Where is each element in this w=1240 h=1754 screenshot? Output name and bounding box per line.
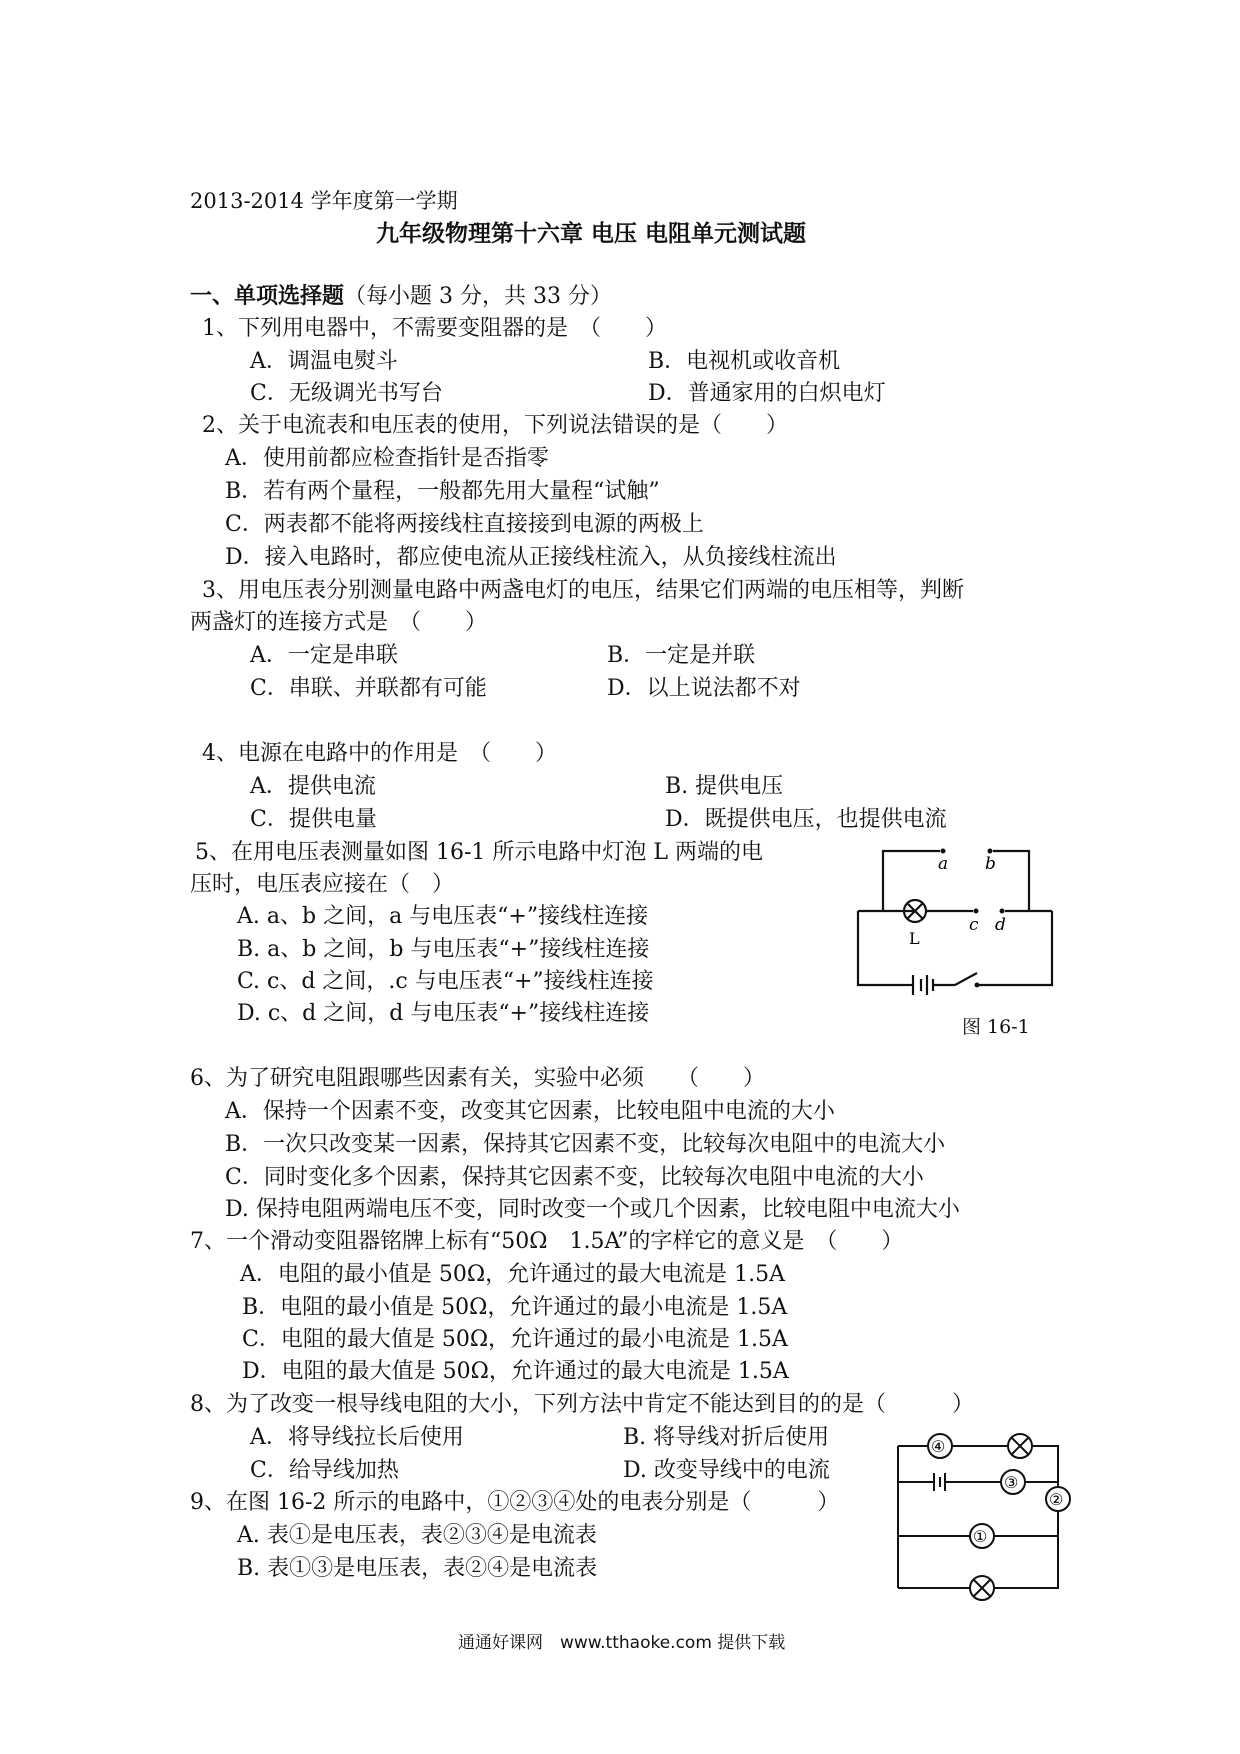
fig1-label-a: a (938, 854, 949, 874)
q3-option-d: D．以上说法都不对 (607, 676, 801, 701)
fig1-label-c: c (969, 915, 979, 935)
section-heading-note: （每小题 3 分，共 33 分） (344, 284, 612, 309)
q7-option-c: C．电阻的最大值是 50Ω，允许通过的最小电流是 1.5A (242, 1327, 788, 1352)
figure-16-1-circuit (855, 845, 1075, 995)
q4-option-b: B. 提供电压 (665, 774, 784, 799)
page-title: 九年级物理第十六章 电压 电阻单元测试题 (376, 220, 807, 247)
q5-option-b: B. a、b 之间，b 与电压表“+”接线柱连接 (237, 937, 650, 962)
q3-option-c: C．串联、并联都有可能 (250, 676, 487, 701)
q1-option-b: B．电视机或收音机 (648, 349, 841, 374)
question-1-stem: 1、下列用电器中，不需要变阻器的是 （ ） (202, 316, 667, 341)
question-3-stem-line-1: 3、用电压表分别测量电路中两盏电灯的电压，结果它们两端的电压相等，判断 (202, 578, 964, 603)
q6-option-c: C．同时变化多个因素，保持其它因素不变，比较每次电阻中电流的大小 (225, 1165, 924, 1190)
q1-option-a: A．调温电熨斗 (250, 349, 398, 374)
question-7-stem: 7、一个滑动变阻器铭牌上标有“50Ω 1.5A”的字样它的意义是 （ ） (190, 1229, 904, 1254)
question-8-stem: 8、为了改变一根导线电阻的大小，下列方法中肯定不能达到目的的是（ ） (190, 1392, 974, 1417)
question-3-stem-line-2: 两盏灯的连接方式是 （ ） (190, 610, 488, 635)
q9-option-a: A. 表①是电压表，表②③④是电流表 (237, 1523, 597, 1548)
q7-option-b: B．电阻的最小值是 50Ω，允许通过的最小电流是 1.5A (242, 1295, 788, 1320)
q5-option-d: D. c、d 之间，d 与电压表“+”接线柱连接 (237, 1001, 650, 1026)
fig1-lamp-label: L (909, 929, 920, 948)
q3-option-b: B．一定是并联 (607, 643, 756, 668)
q8-option-a: A．将导线拉长后使用 (250, 1425, 464, 1450)
question-5-stem-line-1: 5、在用电压表测量如图 16-1 所示电路中灯泡 L 两端的电 (195, 840, 764, 865)
fig1-label-d: d (995, 915, 1006, 935)
q2-option-b: B．若有两个量程，一般都先用大量程“试触” (225, 479, 660, 504)
q6-option-b: B．一次只改变某一因素，保持其它因素不变，比较每次电阻中的电流大小 (225, 1132, 946, 1157)
fig2-meter-3: ③ (1004, 1473, 1019, 1492)
q1-option-d: D．普通家用的白炽电灯 (648, 381, 886, 406)
q5-option-c: C. c、d 之间，.c 与电压表“+”接线柱连接 (237, 969, 654, 994)
fig2-meter-1: ① (973, 1527, 988, 1546)
question-9-stem: 9、在图 16-2 所示的电路中，①②③④处的电表分别是（ ） (190, 1490, 840, 1515)
figure-16-2-circuit (888, 1432, 1088, 1602)
q6-option-a: A．保持一个因素不变，改变其它因素，比较电阻中电流的大小 (225, 1099, 835, 1124)
fig1-label-b: b (985, 854, 996, 874)
question-5-stem-line-2: 压时，电压表应接在（ ） (190, 872, 455, 897)
fig2-meter-4: ④ (931, 1437, 946, 1456)
section-heading (190, 283, 612, 310)
q9-option-b: B. 表①③是电压表，表②④是电流表 (237, 1556, 598, 1581)
q8-option-c: C．给导线加热 (250, 1458, 399, 1483)
year-line: 2013-2014 学年度第一学期 (190, 189, 458, 213)
q5-option-a: A. a、b 之间，a 与电压表“+”接线柱连接 (237, 904, 649, 929)
question-2-stem: 2、关于电流表和电压表的使用，下列说法错误的是（ ） (202, 413, 788, 438)
q3-option-a: A．一定是串联 (250, 643, 398, 668)
q7-option-a: A．电阻的最小值是 50Ω，允许通过的最大电流是 1.5A (240, 1262, 785, 1287)
page-footer: 通通好课网 www.tthaoke.com 提供下载 (458, 1633, 786, 1653)
q4-option-c: C．提供电量 (250, 807, 377, 832)
q8-option-b: B. 将导线对折后使用 (623, 1425, 830, 1450)
q4-option-a: A．提供电流 (250, 774, 376, 799)
q6-option-d: D. 保持电阻两端电压不变，同时改变一个或几个因素，比较电阻中电流大小 (225, 1197, 960, 1222)
q8-option-d: D. 改变导线中的电流 (623, 1458, 830, 1483)
q4-option-d: D．既提供电压，也提供电流 (665, 807, 947, 832)
q2-option-a: A．使用前都应检查指针是否指零 (225, 446, 549, 471)
q7-option-d: D．电阻的最大值是 50Ω，允许通过的最大电流是 1.5A (242, 1359, 789, 1384)
question-6-stem: 6、为了研究电阻跟哪些因素有关，实验中必须 （ ） (190, 1066, 765, 1091)
section-heading-label: 一、单项选择题 (190, 283, 345, 309)
q2-option-d: D．接入电路时，都应使电流从正接线柱流入，从负接线柱流出 (225, 545, 837, 570)
q2-option-c: C．两表都不能将两接线柱直接接到电源的两极上 (225, 512, 704, 537)
fig2-meter-2: ② (1049, 1490, 1064, 1509)
q1-option-c: C．无级调光书写台 (250, 381, 443, 406)
figure-16-1-caption: 图 16-1 (962, 1016, 1030, 1038)
question-4-stem: 4、电源在电路中的作用是 （ ） (202, 741, 557, 766)
